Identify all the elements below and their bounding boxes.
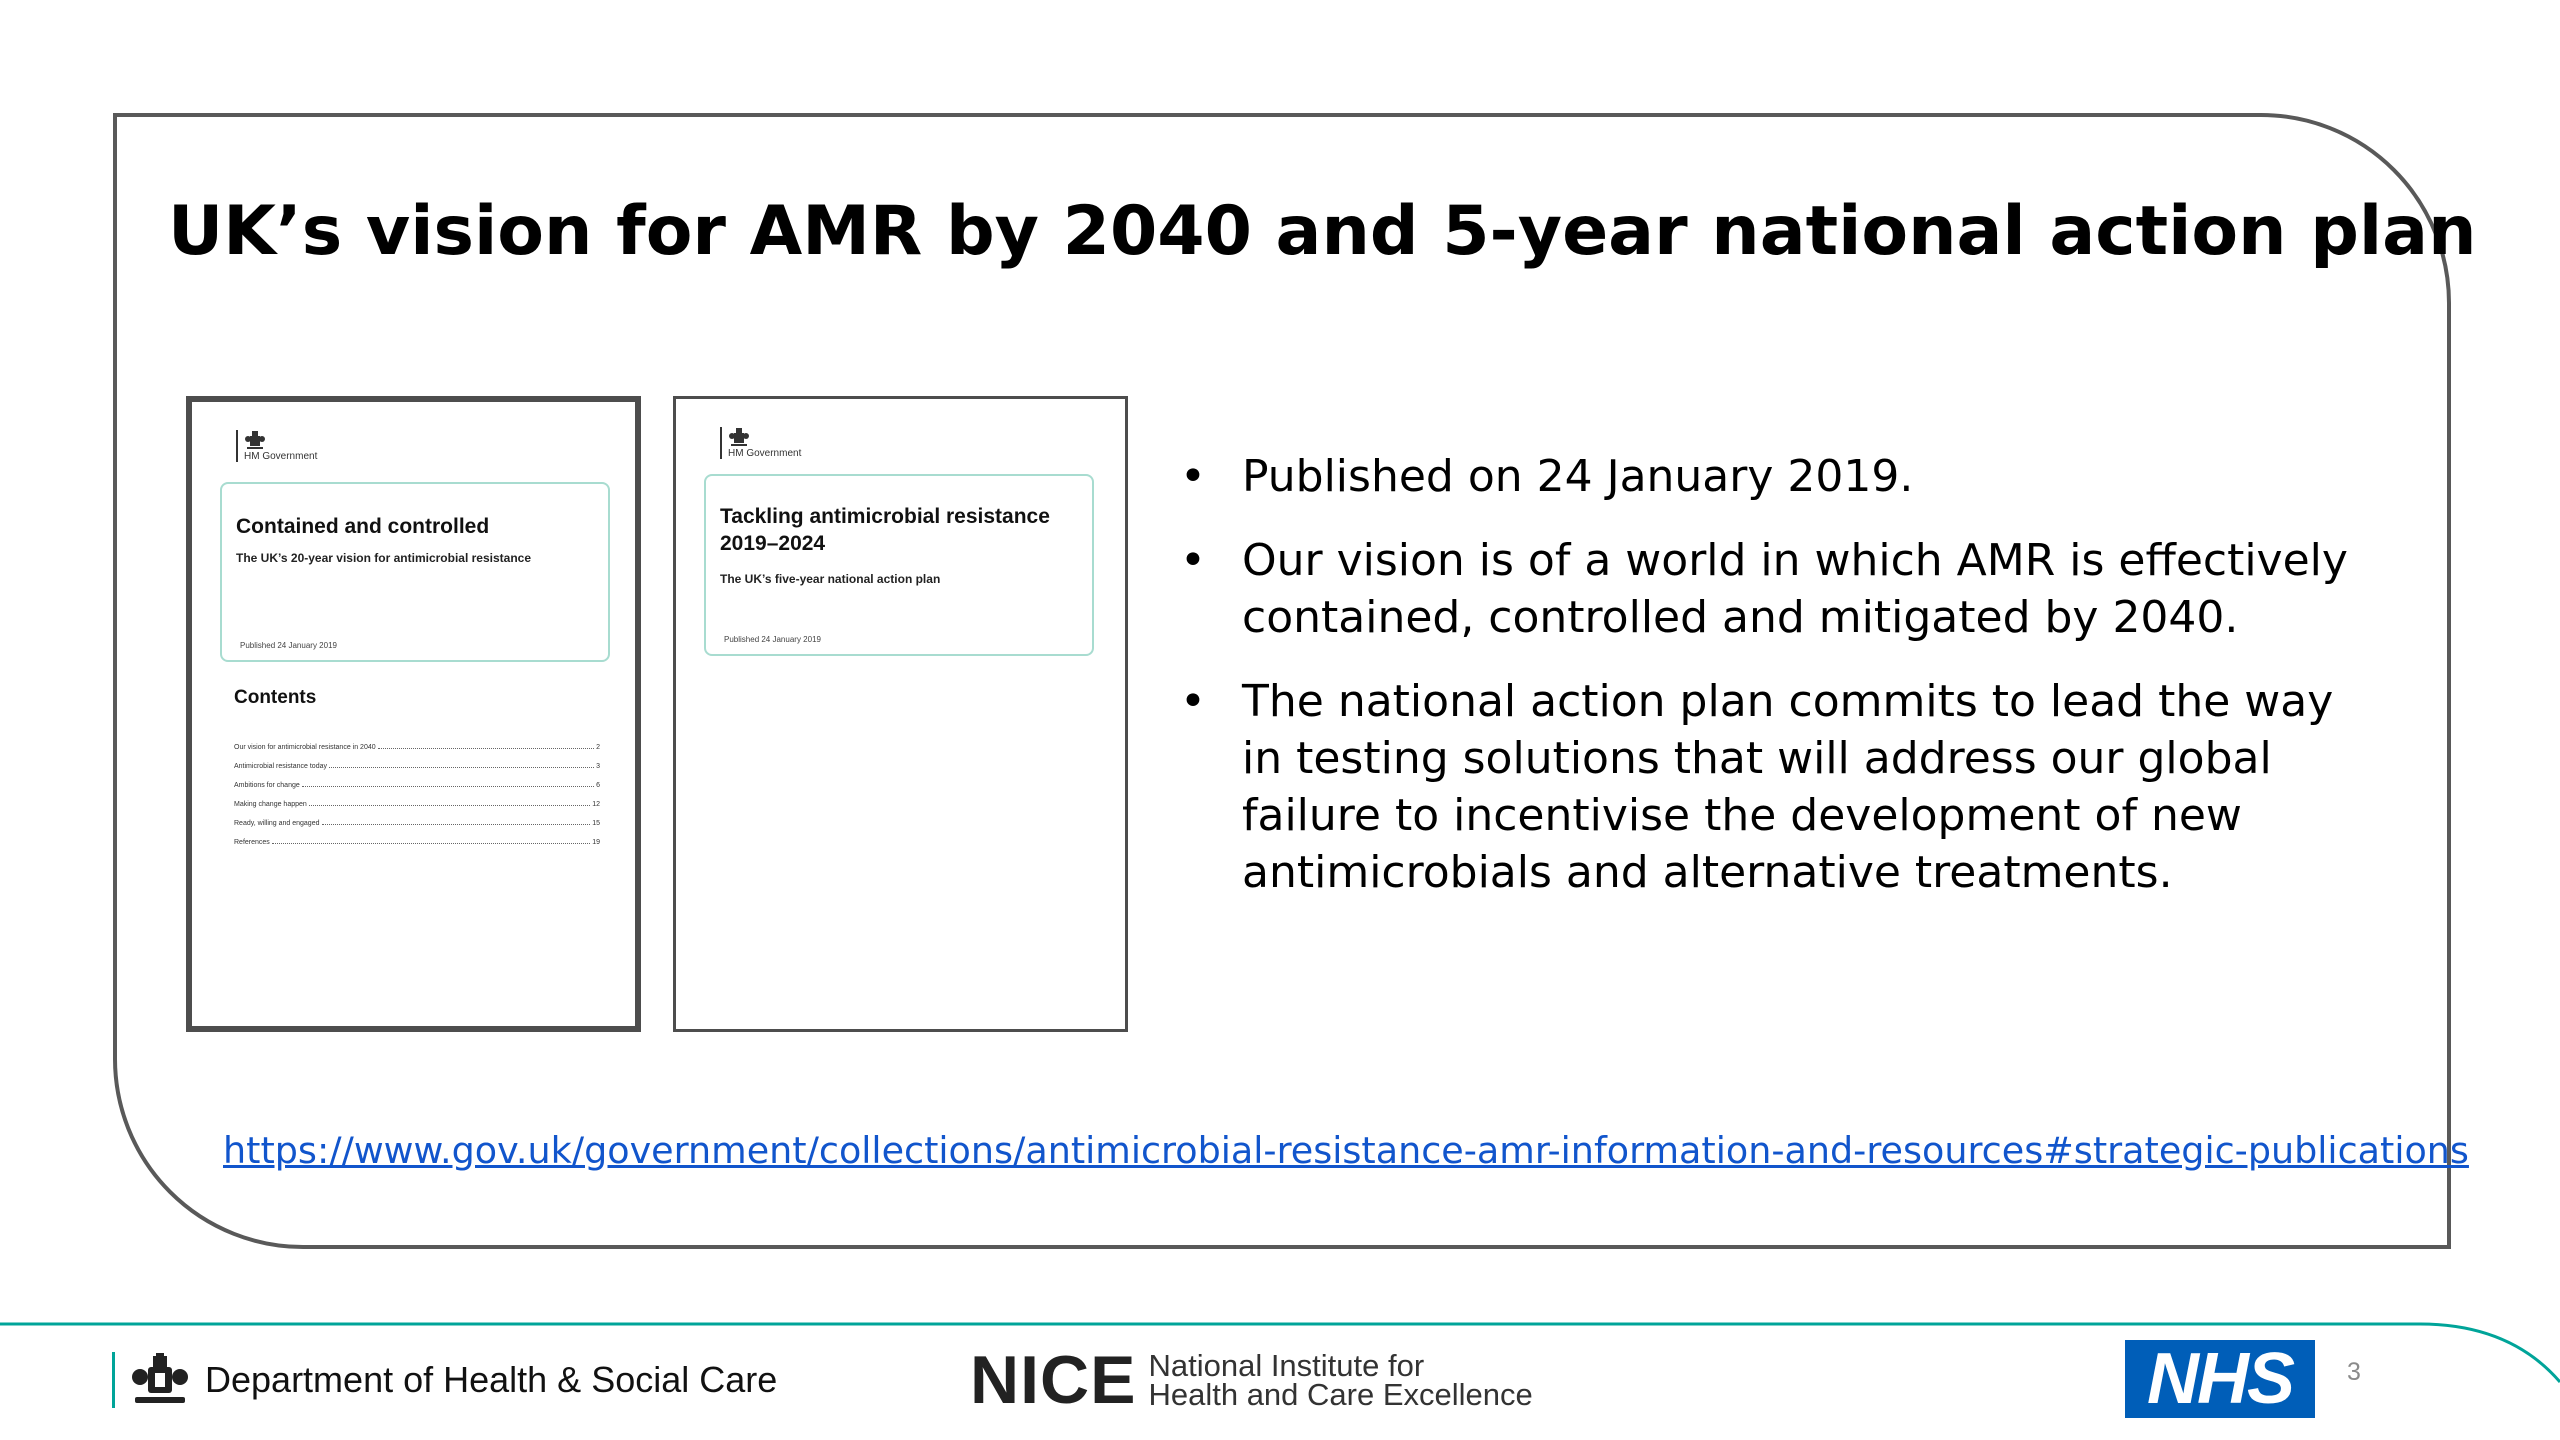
toc-leader	[309, 805, 590, 806]
toc-page: 19	[592, 839, 600, 846]
toc-label: References	[234, 839, 270, 846]
bullet-item	[1180, 448, 2380, 505]
doc-org: HM Government	[728, 448, 802, 459]
bullet-text: Published on 24 January 2019.	[1242, 451, 1914, 502]
nice-logo	[970, 1342, 1533, 1418]
toc-row	[234, 827, 600, 846]
doc-title: Contained and controlled	[236, 515, 490, 538]
toc-label: Ready, willing and engaged	[234, 820, 320, 827]
document-thumbnail-contained-and-controlled[interactable]	[186, 396, 641, 1032]
doc-org: HM Government	[244, 451, 318, 462]
toc-label: Ambitions for change	[234, 782, 300, 789]
doc-title-card	[220, 482, 610, 662]
toc-leader	[322, 824, 591, 825]
nice-wordmark: NICE	[970, 1342, 1137, 1418]
doc-header	[236, 430, 317, 462]
toc-label: Our vision for antimicrobial resistance in 2040	[234, 744, 376, 751]
toc-row	[234, 789, 600, 808]
gov-uk-link[interactable]: https://www.gov.uk/government/collections/antimicrobial-resistance-amr-information-and-resources#strategic-publications	[223, 1129, 2469, 1172]
toc-page: 12	[592, 801, 600, 808]
doc-published-date: Published 24 January 2019	[240, 641, 337, 650]
toc-leader	[272, 843, 590, 844]
bullet-marker: •	[1180, 451, 1206, 502]
dhsc-name: Department of Health & Social Care	[205, 1359, 778, 1400]
toc-page: 6	[596, 782, 600, 789]
contents-heading: Contents	[234, 687, 317, 708]
royal-crest-icon	[728, 427, 750, 447]
doc-title-card	[704, 474, 1094, 656]
nice-name-line: National Institute for	[1148, 1348, 1425, 1383]
toc-row	[234, 808, 600, 827]
bullet-marker: •	[1180, 676, 1206, 727]
bullet-list	[1180, 448, 2380, 928]
bullet-text: Our vision is of a world in which AMR is effectively contained, controlled and mitigated by 2040.	[1242, 535, 2348, 643]
toc-label: Antimicrobial resistance today	[234, 763, 327, 770]
toc-row	[234, 770, 600, 789]
slide-title: UK’s vision for AMR by 2040 and 5-year national action plan	[168, 192, 2477, 271]
table-of-contents	[234, 732, 600, 846]
toc-page: 3	[596, 763, 600, 770]
royal-crest-icon	[244, 430, 266, 450]
doc-subtitle: The UK’s 20-year vision for antimicrobial resistance	[236, 550, 531, 565]
nice-full-name	[1148, 1348, 1533, 1412]
toc-row	[234, 751, 600, 770]
doc-title: Tackling antimicrobial resistance 2019–2024	[720, 505, 1050, 555]
bullet-text: The national action plan commits to lead the way in testing solutions that will address our global failure to incentivise the development of new antimicrobials and alternative treatments.	[1242, 676, 2334, 898]
doc-published-date: Published 24 January 2019	[724, 635, 821, 644]
toc-row	[234, 732, 600, 751]
toc-leader	[329, 767, 594, 768]
toc-label: Making change happen	[234, 801, 307, 808]
dhsc-logo	[112, 1352, 777, 1408]
doc-header	[720, 427, 801, 459]
nice-name-line: Health and Care Excellence	[1148, 1377, 1533, 1412]
page-number: 3	[2347, 1358, 2361, 1386]
doc-subtitle: The UK’s five-year national action plan	[720, 571, 941, 586]
toc-page: 15	[592, 820, 600, 827]
document-thumbnail-tackling-amr[interactable]	[673, 396, 1128, 1032]
toc-leader	[302, 786, 594, 787]
nhs-wordmark: NHS	[2146, 1339, 2293, 1419]
nhs-logo	[2125, 1340, 2315, 1418]
bullet-item	[1180, 673, 2380, 901]
bullet-item	[1180, 532, 2380, 646]
royal-crest-icon	[129, 1353, 191, 1407]
bullet-marker: •	[1180, 535, 1206, 586]
toc-leader	[378, 748, 594, 749]
toc-page: 2	[596, 744, 600, 751]
